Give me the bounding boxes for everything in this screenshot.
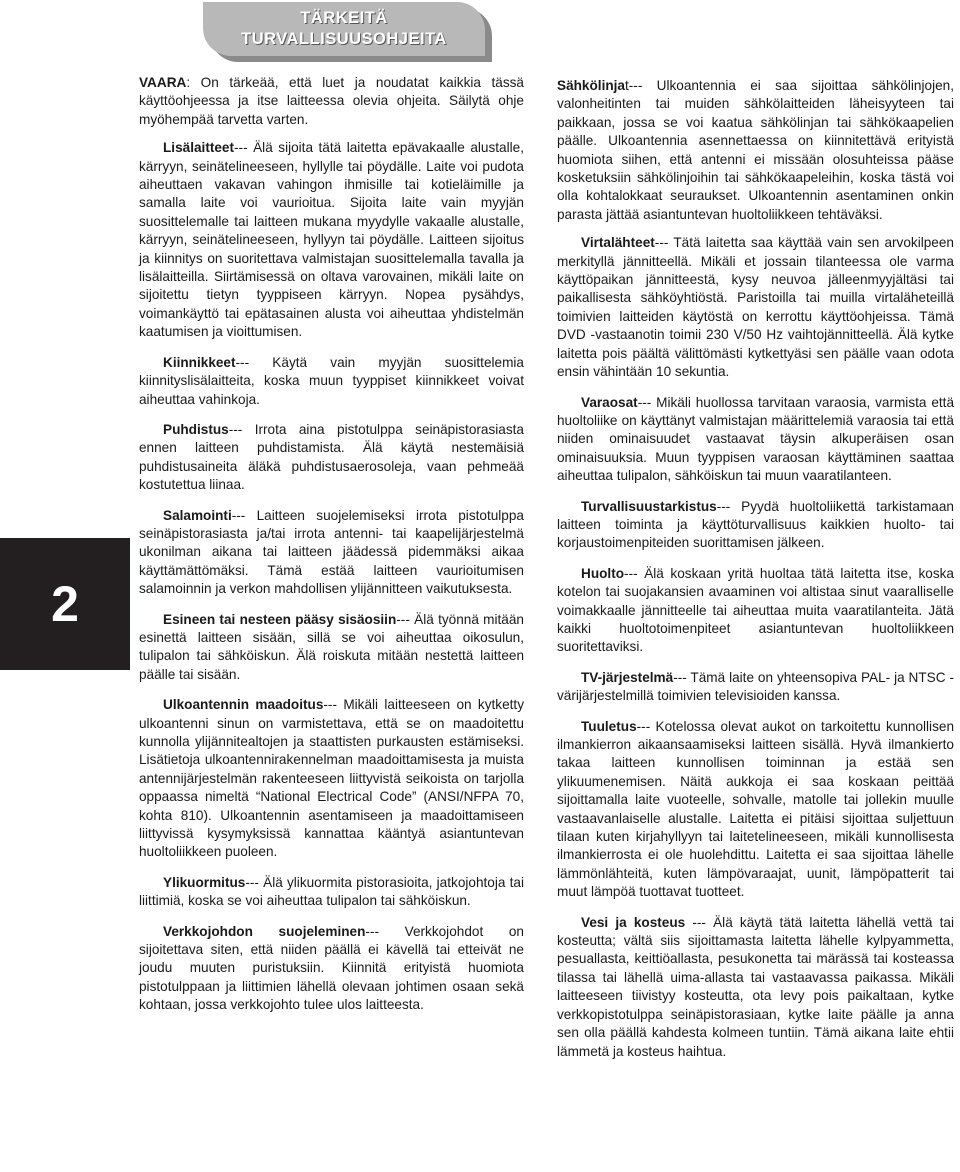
left-column: [139, 74, 524, 1027]
section-title-line-2: TURVALLISUUSOHJEITA: [241, 30, 447, 48]
paragraph-servicing: [557, 565, 954, 657]
paragraph-text: --- Irrota aina pistotulppa seinäpistorasiasta ennen laitteen puhdistamista. Älä käytä nestemäisiä puhdistusaineita äläkä puhdistusaerosoleja, vaan pehmeää kostutettua liinaa.: [139, 421, 524, 493]
paragraph-tv-system: [557, 669, 954, 706]
paragraph-mounts: [139, 354, 524, 409]
paragraph-text: --- Älä käytä tätä laitetta lähellä vettä tai kosteutta; vältä siis sijoittamasta laitetta lähelle kylpyammetta, pesuallasta, keittiöallasta, pesukonetta tai märässä tai kosteassa tilassa tai lähellä uima-allasta tai vastaavassa paikassa. Mikäli laitteeseen tiivistyy kosteutta, ota levy pois paikaltaan, kytke verkkopistotulppa seinäpistorasiaan, kytke laite päälle ja anna sen olla päällä kahdesta kolmeen tuntiin. Tämä aikana laite ehtii lämmetä ja kosteus haihtua.: [557, 914, 954, 1059]
paragraph-lead: Ulkoantennin maadoitus: [163, 697, 324, 713]
paragraph-accessories: [139, 139, 524, 341]
paragraph-text: --- Pyydä huoltoliikettä tarkistamaan laitteen toiminta ja käyttöturvallisuus kaikkien huolto- tai korjaustoimenpiteiden suorittamisen jälkeen.: [557, 498, 954, 551]
paragraph-power-lines: [557, 77, 954, 224]
paragraph-antenna-grounding: [139, 696, 524, 862]
paragraph-lead: Huolto: [581, 565, 625, 581]
page-number-tab: [0, 538, 130, 670]
paragraph-safety-check: [557, 498, 954, 553]
paragraph-spare-parts: [557, 394, 954, 486]
paragraph-text: --- Tämä laite on yhteensopiva PAL- ja NTSC -värijärjestelmillä toimivien televisioiden kanssa.: [557, 669, 954, 704]
paragraph-text: --- Mikäli laitteeseen on kytketty ulkoantenni sinun on varmistettava, että se on maadoitettu kunnolla ylijännitealtojen ja staattisten purkausten estämiseksi. Lisätietoja ulkoantennirakennelman maadoittamisesta ja muista antennijärjestelmän rakenteeseen liittyvistä seikoista on tarjolla oppaassa nimeltä “National Electrical Code” (ANSI/NFPA 70, kohta 810). Ulkoantennin asentamiseen ja maadoittamiseen liittyvissä kysymyksissä kannattaa kääntyä asiantuntevan huoltoliikkeen puoleen.: [139, 697, 524, 860]
paragraph-lead: Esineen tai nesteen pääsy sisäosiin: [163, 611, 397, 627]
paragraph-text: --- Älä sijoita tätä laitetta epävakaalle alustalle, kärryyn, seinätelineeseen, hyllylle tai pöydälle. Laite voi pudota aiheuttaen vakavan vahingon ihmisille tai kotieläimille ja samalla laite voi vaurioitua. Sijoita laite vain myyjän suosittelemalle tai laitteen mukana myydylle vakaalle alustalle, kärryyn, seinätelineeseen, hyllyyn tai pöydälle. Laitteen sijoitus ja kiinnitys on suoritettava valmistajan suosittelemalla tavalla ja lisälaitteilla. Siirtämisessä on oltava varovainen, mikäli laite on sijoitettu tietyn tyyppiseen kärryyn. Nopea pysähdys, voimankäyttö tai epätasainen alusta voi aiheuttaa yhdistelmän kaatumisen ja vioittumisen.: [139, 140, 524, 340]
paragraph-lead: Virtalähteet: [581, 235, 655, 251]
paragraph-lead: TV-järjestelmä: [581, 669, 674, 685]
paragraph-text: --- Verkkojohdot on sijoitettava siten, että niiden päällä ei kävellä tai etteivät ne joudu muuten puristuksiin. Kiinnitä erityistä huomiota pistotulppaan ja liittimien lähellä olevaan johtimen osaan sekä kohtaan, jossa verkkojohto tulee ulos laitteesta.: [139, 923, 524, 1013]
paragraph-lead: Varaosat: [581, 394, 638, 410]
paragraph-warning: [139, 74, 524, 129]
paragraph-lead: VAARA: [139, 75, 187, 90]
paragraph-lead: Verkkojohdon suojeleminen: [163, 923, 366, 939]
paragraph-text: t--- Ulkoantennia ei saa sijoittaa sähkölinjojen, valonheitinten tai muiden sähkölaitteiden läheisyyteen tai paikkaan, jossa se voi kaatua sähkölinjan tai sähkökaapelien päälle. Ulkoantennia asennettaessa on kiinnitettävä erityistä huomiota siihen, että antenni ei missään olosuhteissa pääse kosketuksiin sähkölinjoihin tai sähkökaapeleihin, koska tästä voi olla kohtalokkaat seuraukset. Ulkoantennin asentaminen onkin parasta jättää asiantuntevan huoltoliikkeen tehtäväksi.: [557, 78, 954, 222]
paragraph-lead: Puhdistus: [163, 421, 229, 437]
paragraph-object-liquid-entry: [139, 611, 524, 685]
page-number: 2: [51, 576, 79, 632]
paragraph-lead: Kiinnikkeet: [163, 354, 236, 370]
paragraph-text: --- Kotelossa olevat aukot on tarkoitettu kunnollisen ilmankierron aikaansaamiseksi laitteen sisällä. Hyvä ilmankierto takaa laitteen kunnollisen toiminnan ja estää sen ylikuumenemisen. Näitä aukkoja ei saa koskaan peittää sijoittamalla laite vuoteelle, sohvalle, matolle tai jollekin muulle vastaavanlaiselle alustalle. Laitetta ei pitäisi sijoittaa suljettuun tilaan kuten kirjahyllyyn tai laitetelineeseen, mikäli kunnollisesta ilmankierrosta ei ole huolehdittu. Laitetta ei saa sijoittaa lähelle lämmönlähteitä, kuten lämpövaraajat, uunit, lämpöpatterit tai muut lämpöä tuottavat tuotteet.: [557, 718, 954, 900]
paragraph-lead: Tuuletus: [581, 718, 637, 734]
paragraph-lead: Vesi ja kosteus: [581, 914, 686, 930]
paragraph-ventilation: [557, 718, 954, 902]
paragraph-text: --- Laitteen suojelemiseksi irrota pistotulppa seinäpistorasiasta ja/tai irrota antenni- tai kaapelijärjestelmä ukonilman aikana tai laitteen jäädessä pidemmäksi aikaa käyttämättömäksi. Tämä estää laitteen vaurioitumisen salamoinnin ja verkon mahdollisen ylijännitteen vaikutuksesta.: [139, 507, 524, 597]
paragraph-power-cord: [139, 923, 524, 1015]
section-title-line-1: TÄRKEITÄ: [300, 8, 388, 27]
paragraph-text: --- Mikäli huollossa tarvitaan varaosia, varmista että huoltoliike on käyttänyt valmistajan määrittelemiä varaosia tai että niiden ominaisuudet vastaavat täysin alkuperäisen osan ominaisuuksia. Muun tyyppisen varaosan käyttäminen saattaa aiheuttaa tulipalon, sähköiskun tai muun vaaratilanteen.: [557, 394, 954, 484]
paragraph-text: --- Älä koskaan yritä huoltaa tätä laitetta itse, koska kotelon tai suojakansien avaaminen voi altistaa sinut vaaralliselle voimakkaalle jännitteelle tai aiheuttaa muita vaaratilanteita. Jätä kaikki huoltotoimenpiteet asiantuntevan huoltoliikkeen suoritettaviksi.: [557, 565, 954, 655]
paragraph-lightning: [139, 507, 524, 599]
paragraph-lead: Ylikuormitus: [163, 874, 246, 890]
paragraph-lead: Salamointi: [163, 507, 232, 523]
paragraph-text: --- Käytä vain myyjän suosittelemia kiinnityslisälaitteita, koska muun tyyppiset kiinnikkeet voivat aiheuttaa vahinkoja.: [139, 354, 524, 407]
paragraph-text: --- Älä ylikuormita pistorasioita, jatkojohtoja tai liittimiä, koska se voi aiheuttaa tulipalon tai sähköiskun.: [139, 874, 524, 909]
paragraph-cleaning: [139, 421, 524, 495]
section-title-banner: [203, 2, 485, 56]
paragraph-lead: Turvallisuustarkistus: [581, 498, 717, 514]
paragraph-text: --- Älä työnnä mitään esinettä laitteen sisään, sillä se voi aiheuttaa oikosulun, tulipalon tai sähköiskun. Älä roiskuta mitään nestettä laitteen päälle tai sisään.: [139, 611, 524, 682]
paragraph-overloading: [139, 874, 524, 911]
paragraph-text: : On tärkeää, että luet ja noudatat kaikkia tässä käyttöohjeessa ja itse laitteessa olevia ohjeita. Säilytä ohje myöhempää tarvetta varten.: [139, 75, 524, 127]
paragraph-water-moisture: [557, 914, 954, 1061]
paragraph-lead: Lisälaitteet: [163, 140, 235, 156]
paragraph-lead: Sähkölinja: [557, 78, 625, 93]
right-column: [557, 77, 954, 1073]
paragraph-text: --- Tätä laitetta saa käyttää vain sen arvokilpeen merkityllä jännitteellä. Mikäli et jossain tilanteessa ole varma käyttöpaikan jännitteestä, kysy neuvoa jälleenmyyjältäsi tai paikallisesta sähköyhtiöstä. Paristoilla tai muilla virtaläheteillä toimivien laitteiden käytöstä on kerrottu käyttöohjeissa. Tämä DVD -vastaanotin toimii 230 V/50 Hz vaihtojännitteellä. Älä kytke laitetta pois päältä välittömästi kytkettyäsi sen päälle vaan odota ensin vähintään 10 sekuntia.: [557, 235, 954, 380]
paragraph-power-sources: [557, 234, 954, 381]
